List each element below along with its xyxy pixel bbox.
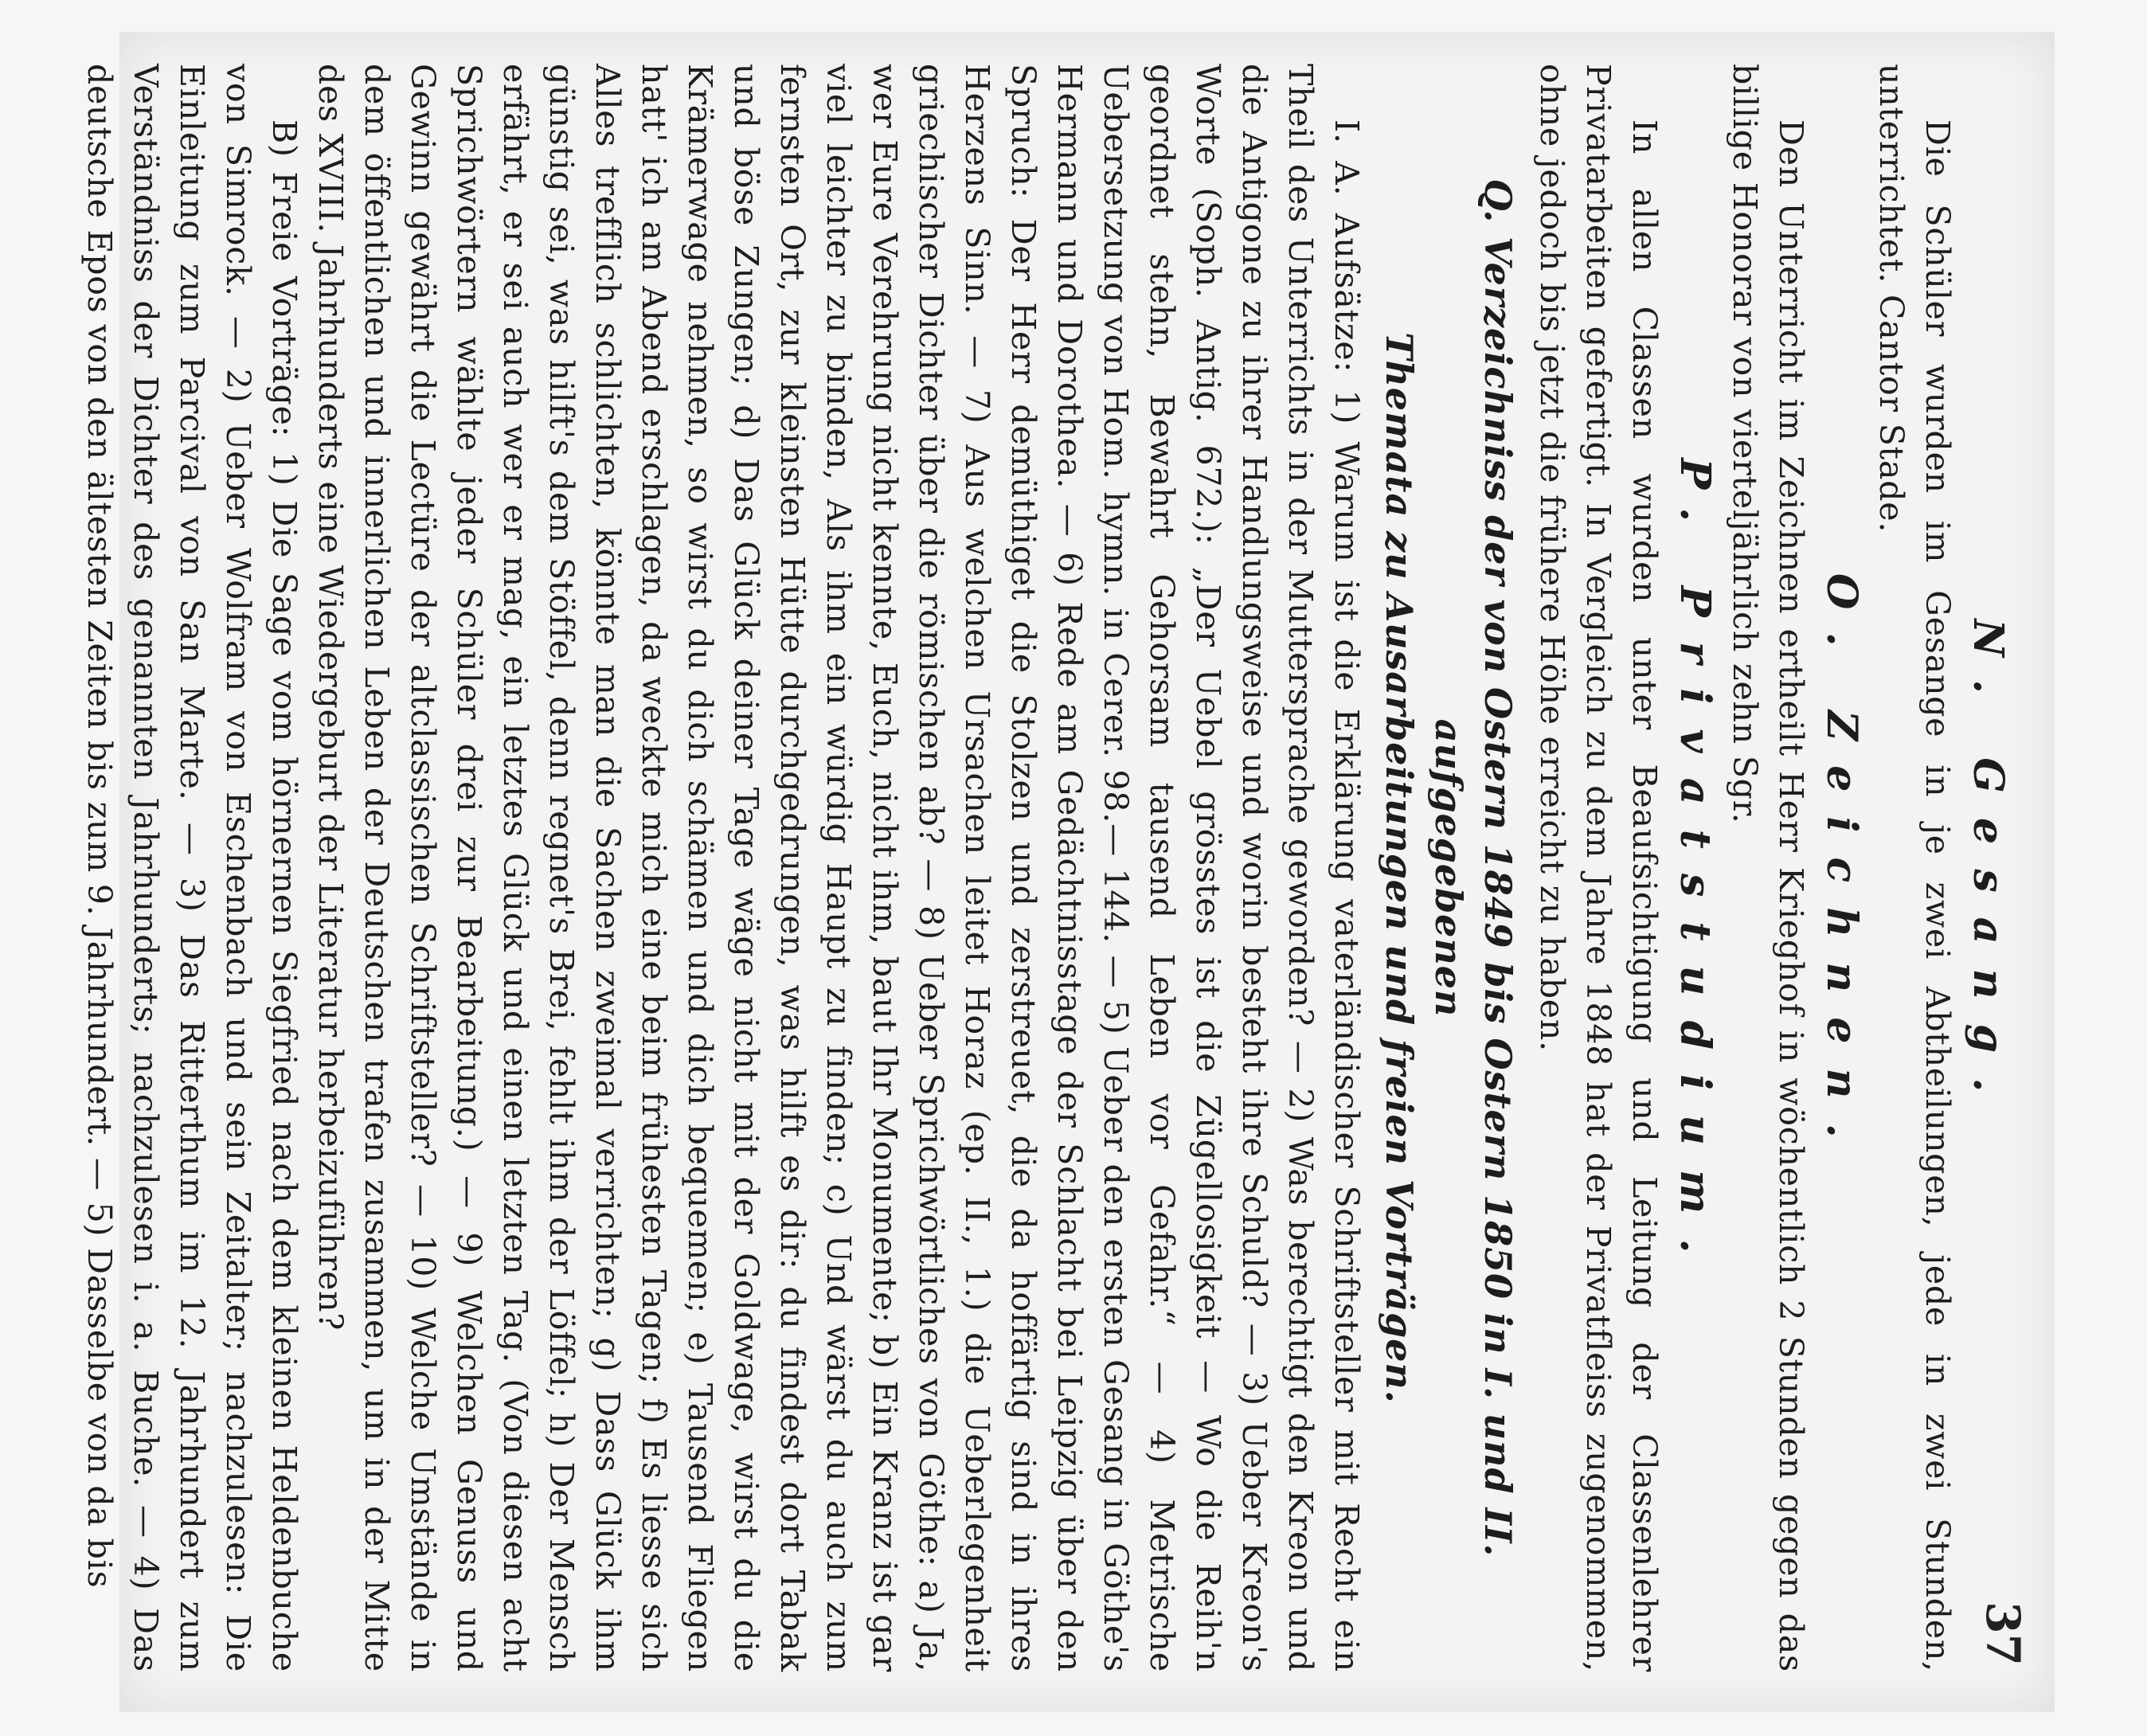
- freie-vortraege-paragraph: B) Freie Vorträge: 1) Die Sage vom hörnernen Siegfried nach dem kleinen Heldenbuche von Simrock. — 2) Ueber Wolfram von Eschenbach und sein Zeitalter; nachzulesen: Die Einleitung zum Parcival von San Marte. — 3) Das Ritterthum im 12. Jahrhundert zum Verständniss der Dichter des genannten Jahrhunderts; nachzulesen i. a. Buche. — 4) Das deutsche Epos von den ältesten Zeiten bis zum 9. Jahrhundert. — 5) Dasselbe von da bis: [80, 64, 303, 1672]
- page-number: 37: [1976, 1601, 2030, 1666]
- privatstudium-text: In allen Classen wurden unter Beaufsichtigung und Leitung der Classenlehrer Privatarbeiten gefertigt. In Vergleich zu dem Jahre 1848 hat der Privatfleiss zugenommen, ohne jedoch bis jetzt die frühere Höhe erreicht zu haben.: [1533, 64, 1664, 1672]
- gesang-text: Die Schüler wurden im Gesange in je zwei Abtheilungen, jede in zwei Stunden, unterrichtet. Cantor Stade.: [1872, 64, 1957, 1672]
- heading-verzeichniss-line1: Q. Verzeichniss der von Ostern 1849 bis Ostern 1850 in I. und II. aufgegebenen: [1427, 178, 1519, 1558]
- heading-gesang: N. Gesang.: [1964, 619, 2012, 1117]
- heading-verzeichniss-line2: Themata zu Ausarbeitungen und freien Vorträgen.: [1378, 332, 1421, 1404]
- heading-verzeichniss: [1375, 64, 1523, 1672]
- aufsaetze-paragraph: I. A. Aufsätze: 1) Warum ist die Erklärung vaterländischer Schriftsteller mit Recht ein Theil des Unterrichts in der Muttersprache geworden? — 2) Was berechtigt den Kreon und die Antigone zu ihrer Handlungsweise und worin besteht ihre Schuld? — 3) Ueber Kreon's Worte (Soph. Antig. 672.): „Der Uebel grösstes ist die Zügellosigkeit — Wo die Reih'n geordnet stehn, Bewahrt Gehorsam tausend Leben vor Gefahr.“ — 4) Metrische Uebersetzung von Hom. hymn. in Cerer. 98.— 144. — 5) Ueber den ersten Gesang in Göthe's Hermann und Dorothea. — 6) Rede am Gedächtnisstage der Schlacht bei Leipzig über den Spruch: Der Herr demüthiget die Stolzen und zerstreuet, die da hoffärtig sind in ihres Herzens Sinn. — 7) Aus welchen Ursachen leitet Horaz (ep. II., 1.) die Ueberlegenheit griechischer Dichter über die römischen ab? — 8) Ueber Sprichwörtliches von Göthe: a) Ja, wer Eure Verehrung nicht kennte, Euch, nicht ihm, baut Ihr Monumente; b) Ein Kranz ist gar viel leichter zu binden, Als ihm ein würdig Haupt zu finden; c) Und wärst du auch zum fernsten Ort, zur kleinsten Hütte durchgedrungen, was hilft es dir: du findest dort Tabak und böse Zungen; d) Das Glück deiner Tage wäge nicht mit der Goldwage, wirst du die Krämerwage nehmen, so wirst du dich schämen und dich bequemen; e) Tausend Fliegen hatt' ich am Abend erschlagen, da weckte mich eine beim frühesten Tagen; f) Es liesse sich Alles trefflich schlichten, könnte man die Sachen zweimal verrichten; g) Dass Glück ihm günstig sei, was hilft's dem Stöffel, denn regnet's Brei, fehlt ihm der Löffel; h) Der Mensch erfährt, er sei auch wer er mag, ein letztes Glück und einen letzten Tag. (Von diesen acht Sprichwörtern wählte jeder Schüler drei zur Bearbeitung.) — 9) Welchen Genuss und Gewinn gewährt die Lectüre der altclassischen Schriftsteller? — 10) Welche Umstände in dem öffentlichen und innerlichen Leben der Deutschen trafen zusammen, um in der Mitte des XVIII. Jahrhunderts eine Wiedergeburt der Literatur herbeizuführen?: [311, 64, 1366, 1672]
- heading-privatstudium: P. Privatstudium.: [1671, 458, 1719, 1278]
- document-page: [80, 32, 2030, 1704]
- zeichnen-text: Den Unterricht im Zeichnen ertheilt Herr Krieghof in wöchentlich 2 Stunden gegen das billige Honorar von vierteljährlich zehn Sgr.: [1726, 64, 1810, 1672]
- heading-zeichnen: O. Zeichnen.: [1817, 573, 1866, 1163]
- rotated-page: [80, 32, 2030, 1704]
